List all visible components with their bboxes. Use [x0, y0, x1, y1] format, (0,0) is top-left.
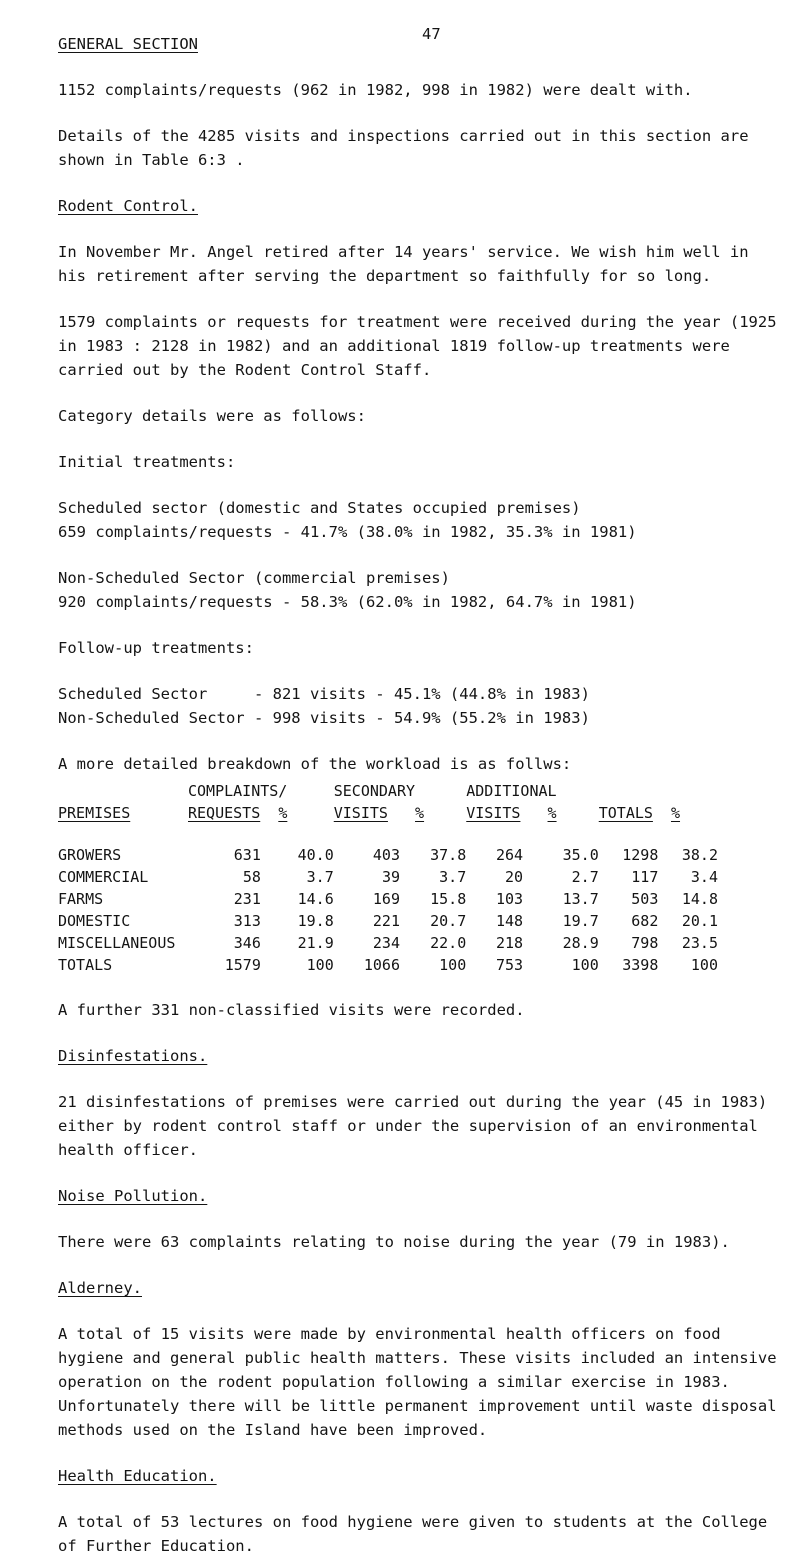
secondary-cell: 221: [372, 912, 400, 930]
table-row: [58, 866, 718, 888]
table-row: [58, 888, 718, 910]
disinfestations-heading: Disinfestations.: [58, 1047, 208, 1065]
premises-cell: TOTALS: [58, 956, 113, 974]
header-complaints-bottom: REQUESTS: [188, 804, 261, 822]
premises-cell: DOMESTIC: [58, 912, 131, 930]
header-complaints-top: COMPLAINTS/: [188, 782, 288, 800]
table-header-row: [58, 780, 718, 824]
premises-cell: FARMS: [58, 890, 104, 908]
secondary-pct-cell: 3.7: [439, 868, 467, 886]
totals-pct-cell: 100: [690, 956, 718, 974]
health-education-heading: Health Education.: [58, 1467, 217, 1485]
table-row: [58, 932, 718, 954]
table-row-totals: [58, 954, 718, 976]
secondary-pct-cell: 15.8: [430, 890, 467, 908]
requests-pct-cell: 14.6: [297, 890, 334, 908]
secondary-pct-cell: 22.0: [430, 934, 467, 952]
secondary-cell: 1066: [363, 956, 400, 974]
additional-pct-cell: 28.9: [562, 934, 599, 952]
totals-cell: 798: [631, 934, 659, 952]
requests-cell: 231: [233, 890, 261, 908]
table-row: [58, 844, 718, 866]
header-pct-secondary: %: [415, 804, 425, 822]
follow-up-scheduled: Scheduled Sector - 821 visits - 45.1% (44.8% in 1983): [58, 685, 590, 703]
breakdown-intro: A more detailed breakdown of the workload is as follws:: [58, 755, 572, 773]
rodent-follow-up-label: Follow-up treatments:: [58, 639, 254, 657]
secondary-cell: 403: [372, 846, 400, 864]
totals-cell: 3398: [622, 956, 659, 974]
totals-cell: 1298: [622, 846, 659, 864]
requests-pct-cell: 21.9: [297, 934, 334, 952]
non-scheduled-sector-figures: 920 complaints/requests - 58.3% (62.0% in 1982, 64.7% in 1981): [58, 593, 637, 611]
header-pct-additional: %: [547, 804, 557, 822]
premises-cell: COMMERCIAL: [58, 868, 149, 886]
totals-pct-cell: 20.1: [681, 912, 718, 930]
document-page: [58, 22, 778, 1558]
premises-cell: MISCELLANEOUS: [58, 934, 176, 952]
rodent-paragraph-category: Category details were as follows:: [58, 407, 366, 425]
requests-cell: 1579: [224, 956, 261, 974]
additional-cell: 148: [495, 912, 524, 930]
requests-pct-cell: 3.7: [306, 868, 334, 886]
scheduled-sector-figures: 659 complaints/requests - 41.7% (38.0% in 1982, 35.3% in 1981): [58, 523, 637, 541]
noise-pollution-paragraph: There were 63 complaints relating to noise during the year (79 in 1983).: [58, 1233, 730, 1251]
requests-cell: 58: [242, 868, 261, 886]
requests-cell: 631: [233, 846, 261, 864]
rodent-initial-treatments-label: Initial treatments:: [58, 453, 236, 471]
follow-up-block: [58, 682, 778, 730]
general-section-heading: GENERAL SECTION: [58, 35, 198, 53]
secondary-pct-cell: 100: [439, 956, 467, 974]
totals-cell: 117: [631, 868, 659, 886]
general-paragraph-visits: Details of the 4285 visits and inspections carried out in this section are shown in Table 6:3 .: [58, 127, 749, 169]
additional-cell: 103: [495, 890, 524, 908]
additional-pct-cell: 100: [571, 956, 599, 974]
header-secondary-bottom: VISITS: [333, 804, 388, 822]
header-pct-requests: %: [278, 804, 288, 822]
noise-pollution-heading: Noise Pollution.: [58, 1187, 208, 1205]
workload-table: [58, 780, 718, 976]
totals-pct-cell: 38.2: [681, 846, 718, 864]
totals-pct-cell: 23.5: [681, 934, 718, 952]
secondary-cell: 169: [372, 890, 400, 908]
premises-cell: GROWERS: [58, 846, 122, 864]
requests-pct-cell: 40.0: [297, 846, 334, 864]
secondary-pct-cell: 20.7: [430, 912, 467, 930]
secondary-cell: 234: [372, 934, 400, 952]
rodent-control-heading: Rodent Control.: [58, 197, 198, 215]
additional-pct-cell: 19.7: [562, 912, 599, 930]
alderney-paragraph: A total of 15 visits were made by environmental health officers on food hygiene and general public health matters. These visits included an intensive operation on the rodent population following a similar exercise in 1983. Unfortunately there will be little permanent improvement until waste disposal methods used on the Island have been improved.: [58, 1325, 777, 1439]
scheduled-sector-block: [58, 496, 778, 544]
disinfestations-paragraph: 21 disinfestations of premises were carried out during the year (45 in 1983) either by rodent control staff or under the supervision of an environmental health officer.: [58, 1093, 768, 1159]
table-row: [58, 910, 718, 932]
rodent-paragraph-requests: 1579 complaints or requests for treatment were received during the year (1925 in 1983 : 2128 in 1982) and an additional 1819 follow-up treatments were carried out by the Rodent Control Staff.: [58, 313, 777, 379]
secondary-cell: 39: [381, 868, 400, 886]
additional-cell: 264: [495, 846, 524, 864]
requests-cell: 346: [233, 934, 261, 952]
alderney-heading: Alderney.: [58, 1279, 142, 1297]
non-scheduled-sector-title: Non-Scheduled Sector (commercial premises): [58, 569, 450, 587]
header-totals: TOTALS: [598, 804, 653, 822]
additional-cell: 218: [495, 934, 524, 952]
totals-cell: 682: [631, 912, 659, 930]
rodent-paragraph-retirement: In November Mr. Angel retired after 14 years' service. We wish him well in his retirement after serving the department so faithfully for so long.: [58, 243, 749, 285]
health-education-paragraph: A total of 53 lectures on food hygiene were given to students at the College of Further Education.: [58, 1513, 768, 1555]
additional-cell: 20: [504, 868, 524, 886]
secondary-pct-cell: 37.8: [430, 846, 467, 864]
additional-pct-cell: 2.7: [571, 868, 599, 886]
totals-cell: 503: [631, 890, 659, 908]
requests-pct-cell: 19.8: [297, 912, 334, 930]
totals-pct-cell: 14.8: [681, 890, 718, 908]
header-additional-top: ADDITIONAL: [466, 782, 557, 800]
totals-pct-cell: 3.4: [690, 868, 718, 886]
header-secondary-top: SECONDARY: [333, 782, 416, 800]
additional-pct-cell: 35.0: [562, 846, 599, 864]
page-number: 47: [422, 25, 441, 43]
header-premises: PREMISES: [58, 804, 131, 822]
general-paragraph-complaints: 1152 complaints/requests (962 in 1982, 998 in 1982) were dealt with.: [58, 81, 693, 99]
requests-cell: 313: [233, 912, 261, 930]
non-scheduled-sector-block: [58, 566, 778, 614]
table-footnote: A further 331 non-classified visits were recorded.: [58, 1001, 525, 1019]
requests-pct-cell: 100: [306, 956, 334, 974]
additional-pct-cell: 13.7: [562, 890, 599, 908]
header-additional-bottom: VISITS: [466, 804, 521, 822]
header-pct-totals: %: [670, 804, 681, 822]
scheduled-sector-title: Scheduled sector (domestic and States occupied premises): [58, 499, 581, 517]
follow-up-non-scheduled: Non-Scheduled Sector - 998 visits - 54.9% (55.2% in 1983): [58, 709, 590, 727]
additional-cell: 753: [495, 956, 524, 974]
